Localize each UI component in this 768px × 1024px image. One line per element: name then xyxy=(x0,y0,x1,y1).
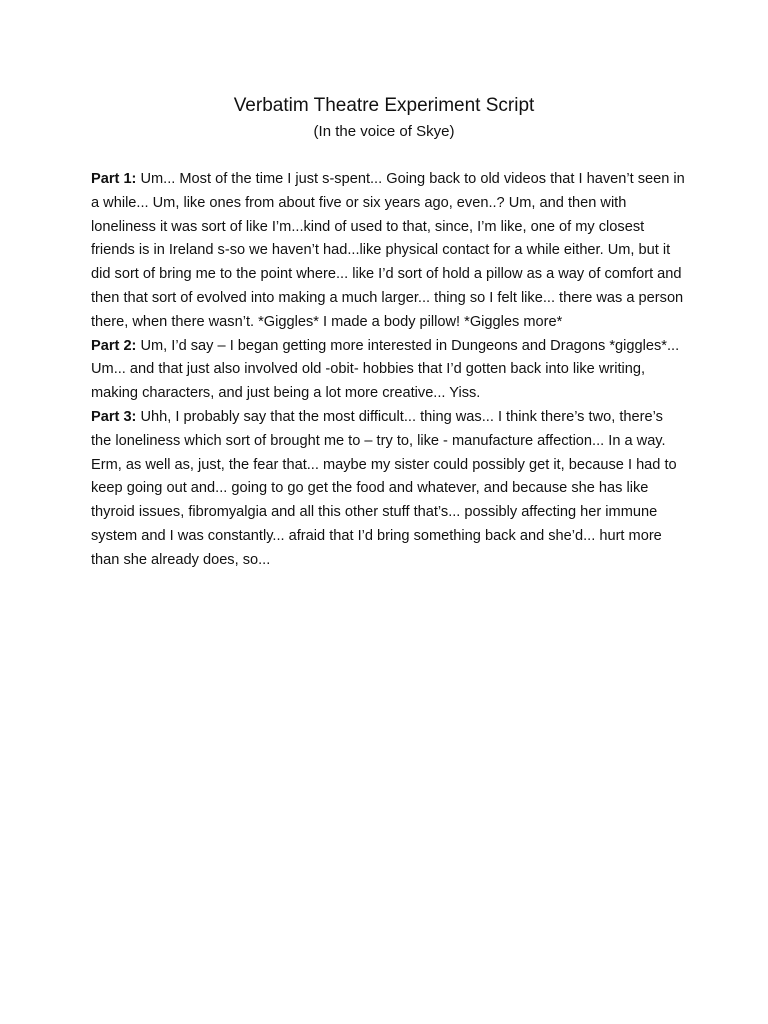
document-subtitle: (In the voice of Skye) xyxy=(313,123,455,140)
script-body xyxy=(91,168,685,573)
part-2-label: Part 2: xyxy=(91,337,137,354)
part-3-label: Part 3: xyxy=(91,408,137,425)
part-1-paragraph xyxy=(91,168,685,335)
part-2-text: Um, I’d say – I began getting more interested in Dungeons and Dragons *giggles*... Um... and that just also involved old -obit- hobbies that I’d gotten back into like writing, making characters, and just being a lot more creative... Yiss. xyxy=(91,337,680,402)
document-title: Verbatim Theatre Experiment Script xyxy=(233,95,535,116)
part-1-label: Part 1: xyxy=(91,171,137,187)
part-2-paragraph xyxy=(91,335,685,406)
part-1-text: Um... Most of the time I just s-spent... Going back to old videos that I haven’t seen in a while... Um, like ones from about five or six years ago, even..? Um, and then with loneliness it was sort of like I’m...kind of used to that, since, I’m like, one of my closest friends is in Ireland s-so we haven’t had...like physical contact for a while either. Um, but it did sort of bring me to the point where... like I’d sort of hold a pillow as a way of comfort and then that sort of evolved into making a much larger... thing so I felt like... there was a person there, when there wasn’t. *Giggles* I made a body pillow! *Giggles more* xyxy=(91,171,685,330)
part-3-text: Uhh, I probably say that the most difficult... thing was... I think there’s two, there’s the loneliness which sort of brought me to – try to, like - manufacture affection... In a way. Erm, as well as, just, the fear that... maybe my sister could possibly get it, because I had to keep going out and... going to go get the food and whatever, and because she has like thyroid issues, fibromyalgia and all this other stuff that’s... possibly affecting her immune system and I was constantly... afraid that I’d bring something back and she’d... hurt more than she already does, so... xyxy=(91,408,677,568)
part-3-paragraph xyxy=(91,406,685,573)
